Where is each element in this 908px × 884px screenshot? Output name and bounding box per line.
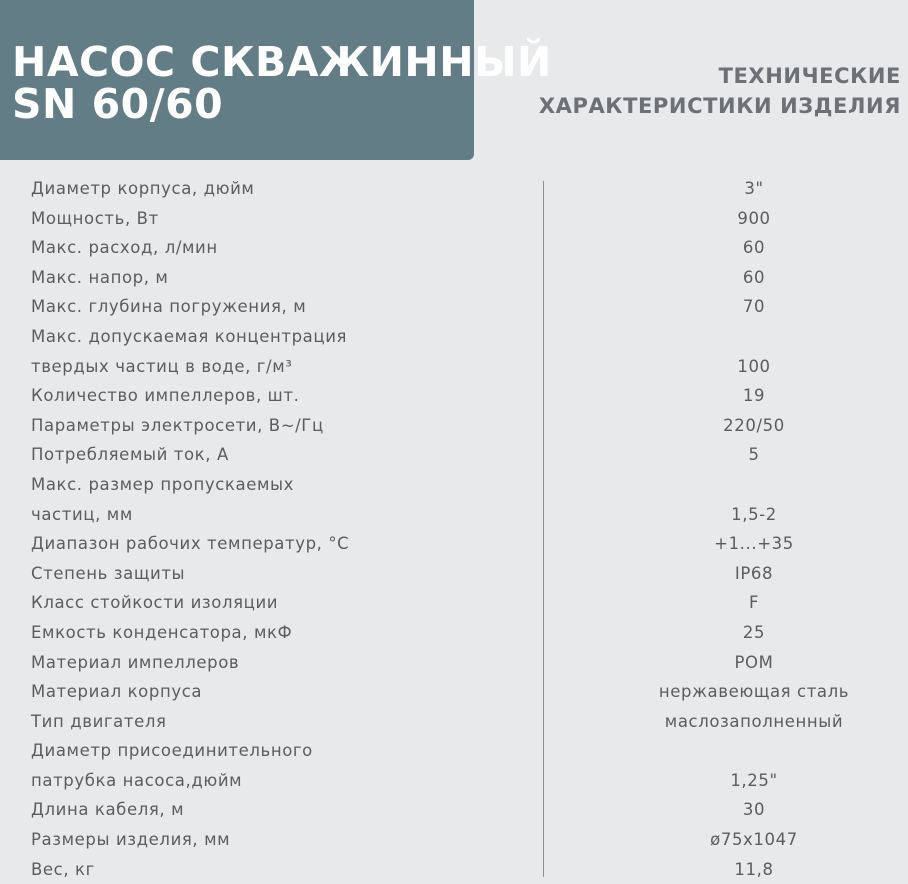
spec-value: 220/50 — [723, 415, 785, 435]
spec-row — [0, 707, 908, 737]
spec-value: 3" — [744, 179, 764, 198]
spec-value: 5 — [748, 445, 760, 465]
spec-value: 100 — [737, 356, 771, 376]
spec-row — [0, 677, 908, 707]
spec-row — [0, 588, 908, 618]
spec-value: 60 — [742, 267, 766, 287]
spec-row — [0, 263, 908, 293]
spec-row — [0, 529, 908, 559]
spec-row — [0, 500, 908, 530]
spec-row — [0, 440, 908, 470]
spec-label: Макс. допускаемая концентрация — [31, 326, 348, 346]
spec-label: Размеры изделия, мм — [31, 830, 231, 850]
spec-row — [0, 736, 908, 766]
section-heading — [539, 61, 901, 121]
spec-label: Диаметр присоединительного — [31, 741, 313, 761]
spec-label: Тип двигателя — [31, 711, 167, 731]
spec-row — [0, 559, 908, 589]
spec-value: F — [748, 593, 760, 613]
spec-label: твердых частиц в воде, г/м³ — [31, 356, 293, 376]
spec-row — [0, 204, 908, 234]
spec-value: POM — [734, 652, 774, 672]
spec-row — [0, 825, 908, 855]
spec-label: Мощность, Вт — [31, 208, 159, 228]
spec-value: 1,5-2 — [731, 504, 777, 524]
spec-row — [0, 766, 908, 796]
spec-value: +1...+35 — [714, 534, 794, 554]
spec-value: 70 — [742, 297, 766, 317]
spec-label: Макс. напор, м — [31, 267, 169, 287]
spec-label: Количество импеллеров, шт. — [31, 386, 300, 406]
spec-value: 60 — [742, 238, 766, 258]
spec-row — [0, 322, 908, 352]
spec-value: 900 — [737, 208, 771, 228]
product-model: SN 60/60 — [12, 80, 224, 128]
spec-value: 19 — [742, 386, 766, 406]
spec-row — [0, 618, 908, 648]
spec-label: Емкость конденсатора, мкФ — [31, 622, 293, 642]
spec-value: 30 — [742, 800, 766, 820]
spec-row — [0, 292, 908, 322]
spec-value: маслозаполненный — [664, 711, 844, 731]
spec-row — [0, 648, 908, 678]
spec-row — [0, 381, 908, 411]
spec-row — [0, 233, 908, 263]
spec-label: Потребляемый ток, А — [31, 445, 229, 465]
spec-label: частиц, мм — [31, 504, 133, 524]
spec-label: Параметры электросети, В~/Гц — [31, 415, 324, 435]
spec-value: 25 — [742, 622, 766, 642]
spec-row — [0, 470, 908, 500]
spec-label: Материал корпуса — [31, 682, 203, 702]
spec-value: нержавеющая сталь — [658, 682, 850, 702]
spec-label: Диапазон рабочих температур, °С — [31, 534, 350, 554]
spec-row — [0, 174, 908, 204]
spec-label: Материал импеллеров — [31, 652, 240, 672]
spec-label: Макс. размер пропускаемых — [31, 474, 294, 494]
spec-label: Вес, кг — [31, 859, 95, 879]
spec-label: Длина кабеля, м — [31, 800, 185, 820]
spec-value: 11,8 — [734, 859, 774, 879]
specs-table — [0, 174, 908, 884]
spec-label: Макс. расход, л/мин — [31, 238, 218, 258]
spec-label: патрубка насоса,дюйм — [31, 770, 243, 790]
spec-row — [0, 795, 908, 825]
spec-row — [0, 411, 908, 441]
spec-value: IP68 — [734, 563, 774, 583]
spec-row — [0, 352, 908, 382]
spec-label: Степень защиты — [31, 563, 186, 583]
title-banner — [0, 0, 552, 160]
spec-label: Макс. глубина погружения, м — [31, 297, 307, 317]
section-heading-line1: ТЕХНИЧЕСКИЕ — [718, 64, 901, 88]
spec-row — [0, 855, 908, 884]
spec-label: Класс стойкости изоляции — [31, 593, 279, 613]
product-title: НАСОС СКВАЖИННЫЙ — [12, 38, 552, 86]
spec-value: 1,25" — [730, 770, 778, 790]
section-heading-line2: ХАРАКТЕРИСТИКИ ИЗДЕЛИЯ — [538, 94, 901, 118]
spec-label: Диаметр корпуса, дюйм — [31, 179, 255, 198]
spec-value: ø75x1047 — [710, 830, 798, 850]
